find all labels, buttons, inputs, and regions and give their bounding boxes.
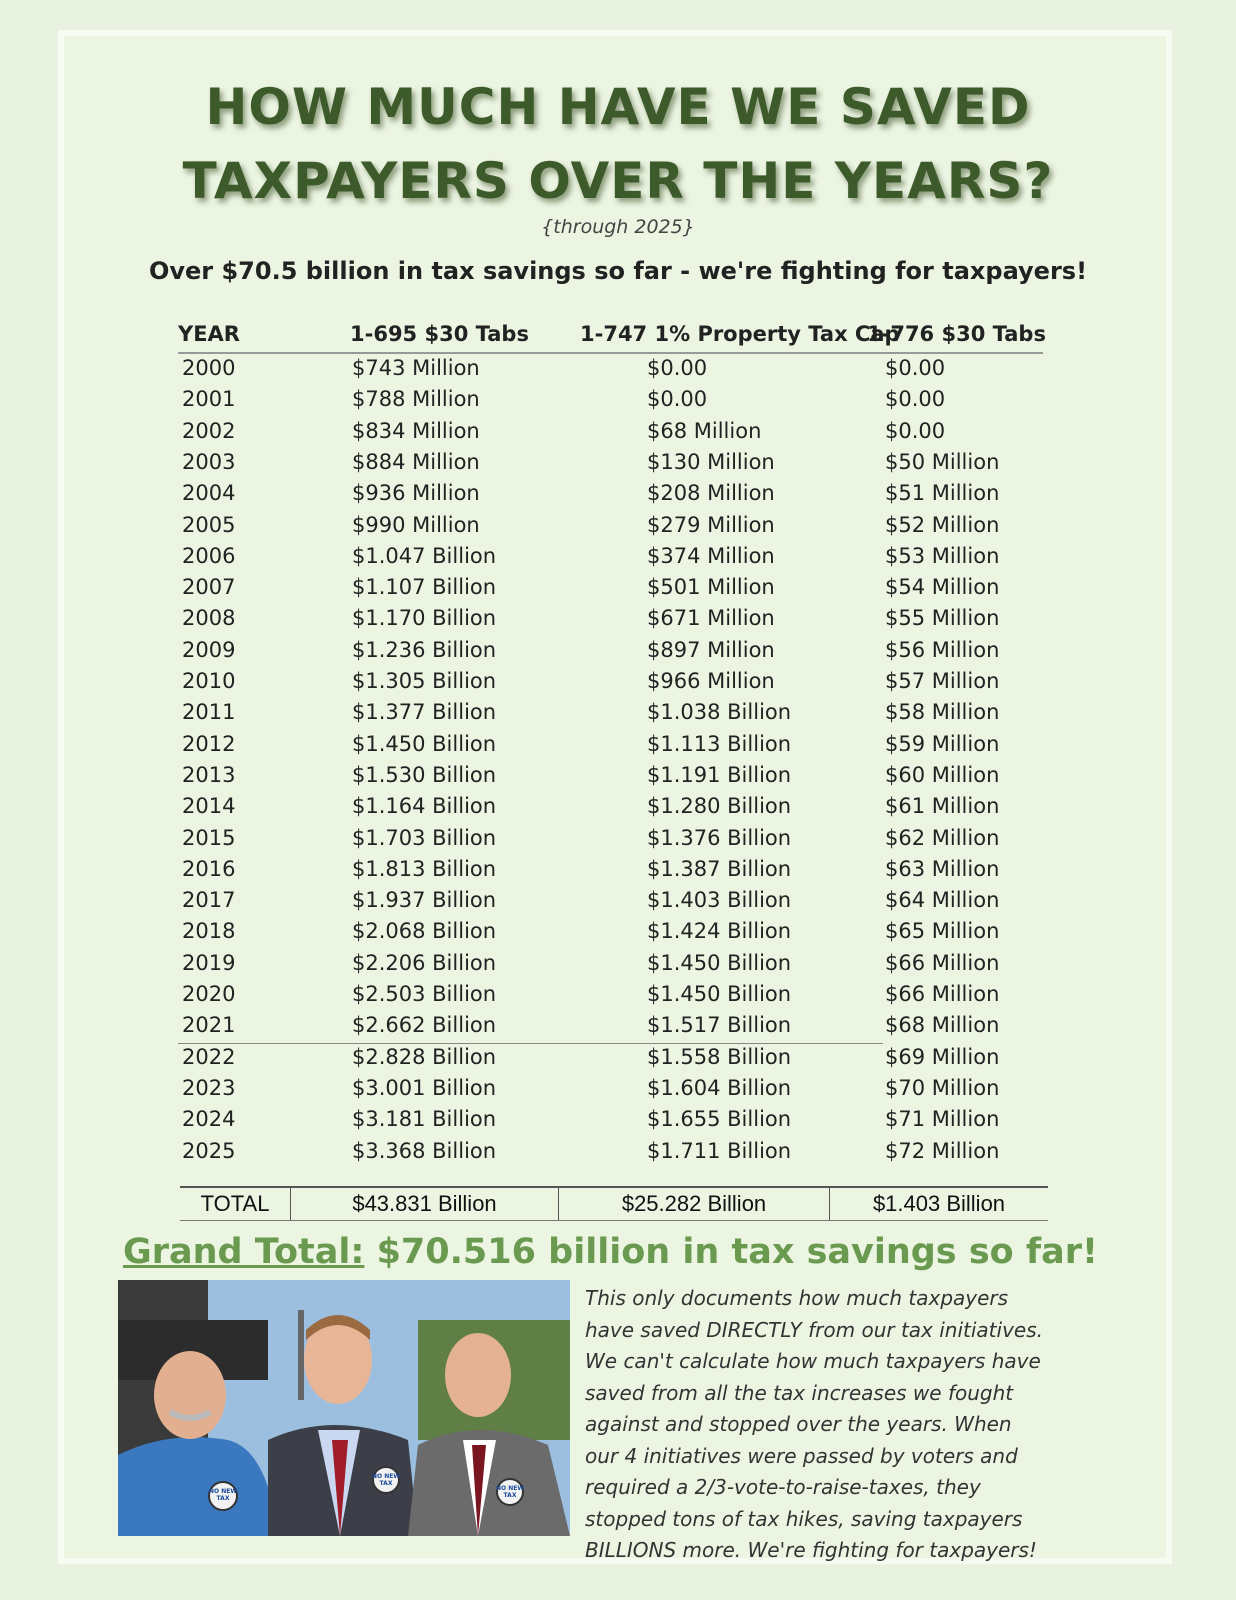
row-year: 2023 — [182, 1075, 236, 1100]
row-i747: $1.450 Billion — [647, 982, 792, 1006]
table-row — [0, 951, 1236, 982]
row-i776: $56 Million — [885, 637, 1000, 662]
row-i747: $1.387 Billion — [647, 856, 792, 881]
row-i695: $2.662 Billion — [352, 1013, 497, 1038]
row-i776: $72 Million — [885, 1138, 1000, 1163]
row-year: 2016 — [182, 856, 236, 881]
row-year: 2004 — [182, 481, 236, 506]
row-i695: $3.368 Billion — [352, 1138, 497, 1163]
row-i695: $1.937 Billion — [352, 888, 497, 913]
row-i695: $1.813 Billion — [352, 856, 497, 881]
row-year: 2009 — [182, 637, 236, 662]
blurb-line: have saved DIRECTLY from our tax initiatives. — [585, 1317, 1043, 1342]
row-i747: $1.113 Billion — [647, 731, 792, 756]
row-i747: $1.517 Billion — [647, 1013, 792, 1038]
row-i747: $130 Million — [647, 449, 775, 474]
row-i695: $2.828 Billion — [352, 1044, 497, 1069]
table-row — [0, 387, 1236, 418]
badge-text-right: NO NEW TAX — [496, 1485, 524, 1499]
row-i776: $0.00 — [885, 418, 946, 443]
grand-total — [123, 1232, 1098, 1272]
table-row — [0, 826, 1236, 857]
table-row — [0, 1045, 1236, 1076]
row-i776: $50 Million — [885, 449, 1000, 474]
table-row — [0, 982, 1236, 1013]
row-i776: $0.00 — [885, 356, 946, 380]
row-i747: $1.711 Billion — [647, 1138, 792, 1163]
row-i747: $1.376 Billion — [647, 825, 792, 850]
row-year: 2024 — [182, 1107, 236, 1132]
row-i776: $60 Million — [885, 762, 1000, 787]
table-row — [0, 732, 1236, 763]
row-i776: $0.00 — [885, 387, 946, 412]
row-i776: $55 Million — [885, 606, 1000, 631]
row-year: 2018 — [182, 919, 236, 944]
table-row — [0, 888, 1236, 919]
row-year: 2001 — [182, 387, 236, 412]
row-i695: $743 Million — [352, 356, 480, 380]
row-i695: $1.450 Billion — [352, 731, 497, 756]
row-i695: $884 Million — [352, 449, 480, 474]
row-i776: $64 Million — [885, 888, 1000, 913]
row-i695: $2.068 Billion — [352, 919, 497, 944]
row-i695: $2.206 Billion — [352, 950, 497, 975]
row-year: 2017 — [182, 888, 236, 913]
row-year: 2021 — [182, 1013, 236, 1038]
blurb-line: required a 2/3-vote-to-raise-taxes, they — [585, 1475, 981, 1499]
row-i776: $54 Million — [885, 575, 1000, 600]
table-row — [0, 638, 1236, 669]
row-year: 2010 — [182, 669, 236, 693]
row-i776: $68 Million — [885, 1013, 1000, 1038]
table-midline — [178, 1043, 883, 1044]
row-i776: $70 Million — [885, 1075, 1000, 1100]
row-i695: $1.530 Billion — [352, 762, 497, 787]
header-divider — [178, 352, 1043, 354]
grand-total-text: $70.516 billion in tax savings so far! — [376, 1232, 1098, 1272]
row-year: 2000 — [182, 356, 236, 380]
row-i747: $208 Million — [647, 481, 775, 506]
row-i695: $1.377 Billion — [352, 700, 497, 725]
row-i747: $1.191 Billion — [647, 762, 792, 787]
table-row — [0, 419, 1236, 450]
column-header-i695: 1-695 $30 Tabs — [350, 322, 529, 346]
group-photo — [118, 1280, 570, 1536]
blurb-line: BILLIONS more. We're fighting for taxpayers! — [585, 1538, 1037, 1562]
blurb-line: saved from all the tax increases we fought — [585, 1380, 1014, 1405]
row-year: 2025 — [182, 1138, 236, 1163]
table-row — [0, 606, 1236, 637]
row-year: 2008 — [182, 606, 236, 631]
row-i747: $1.604 Billion — [647, 1075, 792, 1100]
row-i747: $501 Million — [647, 575, 775, 600]
row-i695: $1.236 Billion — [352, 637, 497, 662]
totals-label: TOTAL — [200, 1191, 270, 1216]
row-i747: $1.450 Billion — [647, 950, 792, 975]
table-row — [0, 700, 1236, 731]
row-year: 2006 — [182, 543, 236, 568]
row-i747: $671 Million — [647, 606, 775, 631]
row-i695: $1.047 Billion — [352, 543, 497, 568]
row-i776: $65 Million — [885, 919, 1000, 944]
row-i747: $374 Million — [647, 543, 775, 568]
table-row — [0, 1139, 1236, 1170]
row-i776: $61 Million — [885, 794, 1000, 819]
row-year: 2019 — [182, 950, 236, 975]
row-i695: $1.703 Billion — [352, 825, 497, 850]
table-row — [0, 763, 1236, 794]
grand-total-label: Grand Total: — [123, 1232, 365, 1272]
row-i747: $1.558 Billion — [647, 1044, 792, 1069]
row-year: 2015 — [182, 825, 236, 850]
badge-text-middle: NO NEW TAX — [372, 1473, 400, 1487]
table-row — [0, 356, 1236, 387]
row-i776: $69 Million — [885, 1044, 1000, 1069]
row-i747: $279 Million — [647, 512, 775, 537]
table-row — [0, 450, 1236, 481]
blurb-line: We can't calculate how much taxpayers have — [585, 1349, 1041, 1373]
row-i776: $51 Million — [885, 481, 1000, 506]
table-row — [0, 1076, 1236, 1107]
table-row — [0, 919, 1236, 950]
row-i695: $1.305 Billion — [352, 669, 497, 693]
totals-i776: $1.403 Billion — [872, 1191, 1006, 1216]
row-i776: $53 Million — [885, 543, 1000, 568]
row-i776: $62 Million — [885, 825, 1000, 850]
table-row — [0, 481, 1236, 512]
row-i695: $1.164 Billion — [352, 794, 497, 819]
row-i747: $1.280 Billion — [647, 794, 792, 819]
tagline: Over $70.5 billion in tax savings so far - we're fighting for taxpayers! — [148, 257, 1088, 285]
blurb-text — [585, 1283, 1085, 1567]
blurb-line: This only documents how much taxpayers — [585, 1286, 1009, 1310]
column-header-i776: 1-776 $30 Tabs — [867, 322, 1046, 346]
row-i747: $897 Million — [647, 637, 775, 662]
row-year: 2007 — [182, 575, 236, 600]
row-year: 2012 — [182, 731, 236, 756]
row-i776: $63 Million — [885, 856, 1000, 881]
totals-row — [180, 1186, 1048, 1221]
row-i695: $990 Million — [352, 512, 480, 537]
row-i747: $0.00 — [647, 387, 708, 412]
blurb-line: our 4 initiatives were passed by voters and — [585, 1443, 1018, 1468]
column-header-year: YEAR — [178, 322, 240, 346]
row-year: 2020 — [182, 982, 236, 1006]
page-title-line1: HOW MUCH HAVE WE SAVED — [205, 78, 1031, 136]
row-i776: $52 Million — [885, 512, 1000, 537]
totals-i747: $25.282 Billion — [621, 1191, 767, 1216]
row-i695: $788 Million — [352, 387, 480, 412]
row-i747: $1.403 Billion — [647, 888, 792, 913]
row-i776: $71 Million — [885, 1107, 1000, 1132]
row-year: 2003 — [182, 449, 236, 474]
row-i747: $966 Million — [647, 669, 775, 693]
table-row — [0, 1107, 1236, 1138]
totals-i695: $43.831 Billion — [352, 1191, 497, 1216]
row-year: 2014 — [182, 794, 236, 819]
row-year: 2002 — [182, 418, 236, 443]
row-i695: $936 Million — [352, 481, 480, 506]
table-row — [0, 794, 1236, 825]
table-row — [0, 857, 1236, 888]
page-title-line2: TAXPAYERS OVER THE YEARS? — [182, 152, 1054, 210]
row-i776: $66 Million — [885, 982, 1000, 1006]
badge-text-left: NO NEW TAX — [209, 1488, 237, 1502]
row-i695: $3.001 Billion — [352, 1075, 497, 1100]
row-i747: $0.00 — [647, 356, 708, 380]
row-year: 2011 — [182, 700, 236, 725]
subtitle: {through 2025} — [541, 216, 695, 238]
row-i776: $59 Million — [885, 731, 1000, 756]
blurb-line: stopped tons of tax hikes, saving taxpayers — [585, 1506, 1023, 1531]
table-row — [0, 1013, 1236, 1044]
row-year: 2022 — [182, 1044, 236, 1069]
table-row — [0, 544, 1236, 575]
row-i747: $1.655 Billion — [647, 1107, 792, 1132]
row-i695: $834 Million — [352, 418, 480, 443]
row-year: 2005 — [182, 512, 236, 537]
row-i695: $3.181 Billion — [352, 1107, 497, 1132]
table-row — [0, 669, 1236, 700]
row-i747: $68 Million — [647, 418, 762, 443]
row-i747: $1.424 Billion — [647, 919, 792, 944]
row-i776: $66 Million — [885, 950, 1000, 975]
blurb-line: against and stopped over the years. When — [585, 1412, 1012, 1436]
row-i695: $2.503 Billion — [352, 982, 497, 1006]
column-header-i747: 1-747 1% Property Tax Cap — [580, 322, 900, 346]
row-i695: $1.170 Billion — [352, 606, 497, 631]
row-i776: $58 Million — [885, 700, 1000, 725]
row-i776: $57 Million — [885, 669, 1000, 693]
row-i747: $1.038 Billion — [647, 700, 792, 725]
row-year: 2013 — [182, 762, 236, 787]
table-row — [0, 575, 1236, 606]
row-i695: $1.107 Billion — [352, 575, 497, 600]
table-row — [0, 513, 1236, 544]
